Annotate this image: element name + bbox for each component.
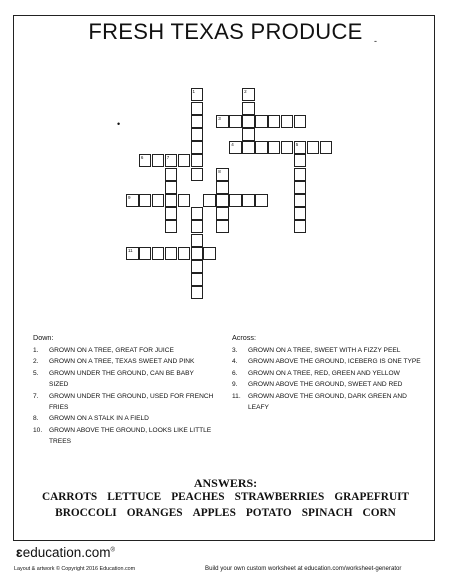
education-logo bbox=[16, 545, 115, 560]
crossword-cell bbox=[191, 128, 204, 141]
clue-item-text: GROWN ABOVE THE GROUND, LOOKS LIKE LITTLE TREES bbox=[49, 426, 212, 446]
answer-word: APPLES bbox=[192, 507, 236, 519]
across-clues bbox=[232, 345, 422, 413]
clue-number: 8 bbox=[218, 168, 221, 174]
crossword-cell bbox=[294, 154, 307, 167]
clue-item-text: GROWN ON A TREE, RED, GREEN AND YELLOW bbox=[248, 369, 400, 377]
crossword-cell bbox=[191, 234, 204, 247]
crossword-cell bbox=[294, 220, 307, 233]
crossword-cell bbox=[281, 115, 294, 128]
crossword-cell bbox=[242, 88, 255, 101]
clue-item-number: 10. bbox=[33, 426, 43, 434]
crossword-cell bbox=[294, 207, 307, 220]
clue-item-number: 2. bbox=[33, 358, 39, 366]
clue-item-text: GROWN UNDER THE GROUND, CAN BE BABY SIZED bbox=[49, 369, 194, 389]
answer-word: GRAPEFRUIT bbox=[334, 491, 410, 503]
crossword-cell bbox=[216, 168, 229, 181]
answer-word: LETTUCE bbox=[107, 491, 162, 503]
clue-number: 3 bbox=[218, 115, 221, 121]
clue-item-text: GROWN ABOVE THE GROUND, ICEBERG IS ONE TYPE bbox=[248, 358, 421, 366]
crossword-cell bbox=[242, 115, 255, 128]
clue-item-text: GROWN ON A TREE, SWEET WITH A FIZZY PEEL bbox=[248, 347, 401, 354]
crossword-cell bbox=[165, 220, 178, 233]
crossword-cell bbox=[229, 115, 242, 128]
crossword-cell bbox=[191, 154, 204, 167]
crossword-cell bbox=[229, 194, 242, 207]
crossword-cell bbox=[242, 128, 255, 141]
clue-number: 11 bbox=[128, 247, 133, 253]
crossword-cell bbox=[191, 260, 204, 273]
clue-item bbox=[33, 425, 215, 448]
crossword-cell bbox=[126, 247, 139, 260]
clue-item-number: 11. bbox=[232, 392, 241, 400]
down-clues bbox=[33, 345, 215, 448]
crossword-cell bbox=[229, 141, 242, 154]
clue-item-text: GROWN ABOVE THE GROUND, DARK GREEN AND LEAFY bbox=[248, 392, 407, 412]
clue-number: 6 bbox=[140, 155, 144, 161]
crossword-cell bbox=[191, 286, 204, 299]
worksheet-title: FRESH TEXAS PRODUCE bbox=[88, 19, 363, 44]
crossword-cell bbox=[191, 168, 204, 181]
crossword-cell bbox=[294, 194, 307, 207]
clue-item-text: GROWN ON A STALK IN A FIELD bbox=[49, 415, 149, 423]
answer-word: ORANGES bbox=[126, 507, 183, 519]
crossword-cell bbox=[191, 247, 204, 260]
answers-row-1 bbox=[0, 491, 451, 503]
crossword-cell bbox=[165, 194, 178, 207]
crossword-cell bbox=[165, 247, 178, 260]
crossword-cell bbox=[268, 141, 281, 154]
logo-text: education.com bbox=[22, 545, 111, 560]
crossword-cell bbox=[294, 168, 307, 181]
crossword-cell bbox=[152, 154, 165, 167]
answer-word: CORN bbox=[362, 507, 396, 519]
crossword-cell bbox=[255, 141, 268, 154]
crossword-cell bbox=[255, 115, 268, 128]
clue-item bbox=[33, 391, 215, 414]
across-heading: Across: bbox=[232, 333, 256, 342]
clue-number: 1 bbox=[192, 89, 196, 95]
clue-item-text: GROWN ON A TREE, GREAT FOR JUICE bbox=[49, 347, 174, 354]
crossword-cell bbox=[191, 207, 204, 220]
logo-mark: ® bbox=[110, 547, 115, 554]
clue-number: 5 bbox=[295, 142, 299, 148]
crossword-cell bbox=[307, 141, 320, 154]
answer-word: POTATO bbox=[245, 507, 292, 519]
clue-item bbox=[232, 391, 422, 414]
clue-number: 7 bbox=[166, 155, 170, 161]
clue-number: 2 bbox=[244, 89, 247, 95]
crossword-cell bbox=[126, 194, 139, 207]
clue-item bbox=[232, 368, 422, 379]
stray-mark: - bbox=[374, 36, 377, 46]
clue-item bbox=[33, 413, 215, 424]
crossword-cell bbox=[165, 181, 178, 194]
clue-item bbox=[232, 345, 422, 356]
crossword-cell bbox=[268, 115, 281, 128]
crossword-cell bbox=[242, 194, 255, 207]
clue-item-text: GROWN UNDER THE GROUND, USED FOR FRENCH FRIES bbox=[49, 392, 214, 412]
crossword-cell bbox=[165, 207, 178, 220]
crossword-cell bbox=[203, 247, 216, 260]
clue-number: 4 bbox=[231, 142, 234, 148]
crossword-cell bbox=[216, 194, 229, 207]
clue-item-text: GROWN ABOVE THE GROUND, SWEET AND RED bbox=[248, 381, 403, 389]
clue-item bbox=[33, 368, 215, 391]
clue-item-number: 1. bbox=[33, 347, 39, 354]
crossword-cell bbox=[165, 154, 178, 167]
crossword-cell bbox=[320, 141, 333, 154]
crossword-cell bbox=[242, 102, 255, 115]
crossword-cell bbox=[139, 194, 152, 207]
crossword-cell bbox=[281, 141, 294, 154]
crossword-cell bbox=[191, 273, 204, 286]
clue-item bbox=[232, 356, 422, 367]
generator-text: Build your own custom worksheet at education.com/worksheet-generator bbox=[205, 565, 402, 572]
clue-item bbox=[33, 356, 215, 367]
answer-word: STRAWBERRIES bbox=[234, 491, 325, 503]
crossword-cell bbox=[191, 220, 204, 233]
crossword-cell bbox=[139, 154, 152, 167]
clue-item-number: 3. bbox=[232, 347, 238, 354]
stray-mark: • bbox=[117, 119, 121, 129]
crossword-cell bbox=[255, 194, 268, 207]
crossword-cell bbox=[191, 88, 204, 101]
clue-item bbox=[232, 379, 422, 390]
crossword-cell bbox=[152, 247, 165, 260]
crossword-cell bbox=[216, 220, 229, 233]
crossword-cell bbox=[191, 141, 204, 154]
crossword-cell bbox=[216, 207, 229, 220]
clue-number: 9 bbox=[128, 195, 131, 200]
crossword-cell bbox=[191, 115, 204, 128]
logo-e-icon: ɛ bbox=[16, 545, 23, 560]
crossword-cell bbox=[216, 181, 229, 194]
down-heading: Down: bbox=[33, 333, 54, 342]
crossword-cell bbox=[294, 115, 307, 128]
crossword-cell bbox=[178, 154, 191, 167]
crossword-cell bbox=[294, 181, 307, 194]
answer-word: SPINACH bbox=[301, 507, 353, 519]
clue-item-number: 8. bbox=[33, 415, 39, 423]
answers-row-2 bbox=[0, 507, 451, 519]
crossword-cell bbox=[242, 141, 255, 154]
crossword-cell bbox=[178, 247, 191, 260]
clue-item-number: 7. bbox=[33, 392, 39, 400]
clue-item-text: GROWN ON A TREE, TEXAS SWEET AND PINK bbox=[49, 358, 195, 366]
crossword-cell bbox=[165, 168, 178, 181]
clue-item-number: 9. bbox=[232, 381, 238, 389]
crossword-cell bbox=[294, 141, 307, 154]
clue-item bbox=[33, 345, 215, 356]
crossword-cell bbox=[216, 115, 229, 128]
answer-word: CARROTS bbox=[41, 491, 98, 503]
crossword-cell bbox=[152, 194, 165, 207]
answer-word: BROCCOLI bbox=[55, 507, 117, 519]
crossword-cell bbox=[203, 194, 216, 207]
crossword-cell bbox=[178, 194, 191, 207]
clue-item-number: 4. bbox=[232, 358, 238, 366]
crossword-cell bbox=[191, 102, 204, 115]
clue-item-number: 5. bbox=[33, 369, 39, 377]
copyright-text: Layout & artwork © Copyright 2016 Education.com bbox=[14, 566, 136, 572]
crossword-cell bbox=[139, 247, 152, 260]
clue-item-number: 6. bbox=[232, 369, 238, 377]
answer-word: PEACHES bbox=[171, 491, 225, 503]
answers-heading: ANSWERS: bbox=[193, 476, 258, 490]
